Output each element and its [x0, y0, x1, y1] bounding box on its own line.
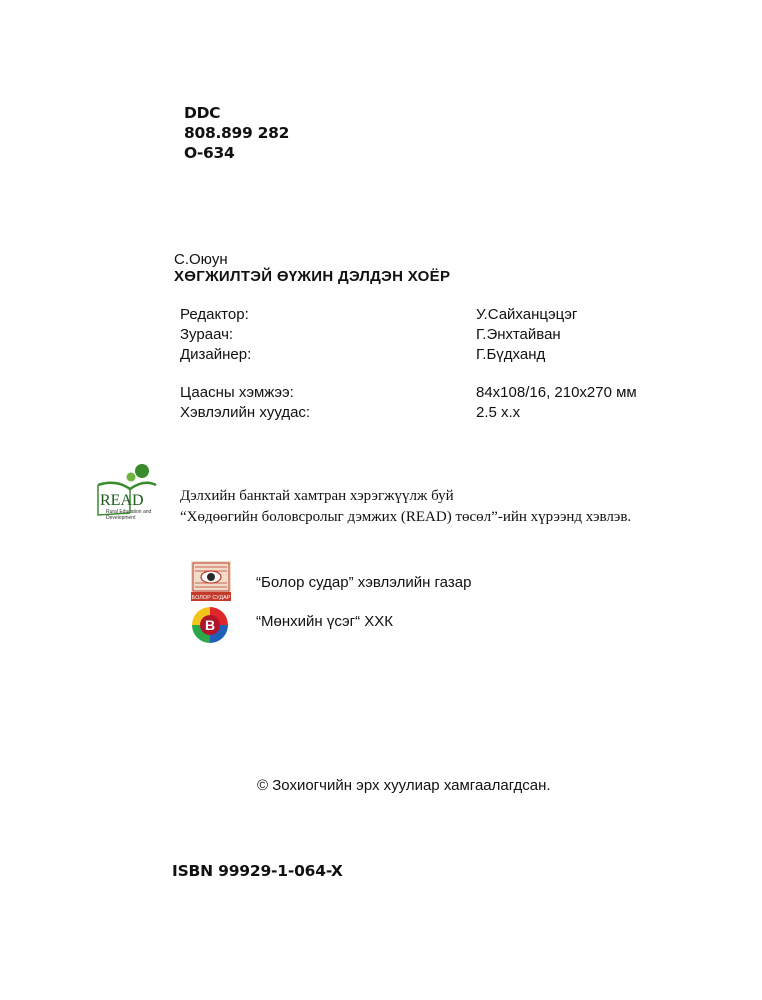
- bolor-sudar-logo-text: БОЛОР СУДАР: [191, 595, 231, 601]
- ddc-label: DDC: [184, 104, 221, 122]
- ddc-number: 808.899 282: [184, 124, 290, 142]
- read-logo-subtitle: Development: [106, 515, 136, 521]
- spec-value: 2.5 х.х: [476, 404, 521, 421]
- book-title: ХӨГЖИЛТЭЙ ӨҮЖИН ДЭЛДЭН ХОЁР: [174, 268, 451, 285]
- isbn-number: ISBN 99929-1-064-X: [172, 862, 343, 880]
- spec-label: Хэвлэлийн хуудас:: [180, 404, 311, 421]
- credit-name: Г.Бүдханд: [476, 346, 546, 363]
- credit-role: Зураач:: [180, 326, 234, 343]
- spec-value: 84х108/16, 210х270 мм: [476, 384, 637, 401]
- credits-list: [180, 305, 700, 365]
- spec-row-paper-size: [180, 383, 700, 403]
- credit-name: У.Сайханцэцэг: [476, 306, 578, 323]
- author-name: С.Оюун: [174, 251, 228, 268]
- credit-role: Редактор:: [180, 306, 249, 323]
- read-logo-icon: [94, 463, 160, 529]
- publisher-name: “Болор судар” хэвлэлийн газар: [256, 574, 472, 591]
- read-note-line: Дэлхийн банктай хамтран хэрэгжүүлж буй: [180, 488, 454, 504]
- credit-name: Г.Энхтайван: [476, 326, 561, 343]
- print-specs: [180, 383, 700, 423]
- classification-block: [184, 103, 289, 163]
- read-logo-subtitle: Rural Education and: [106, 509, 152, 515]
- read-note-line: “Хөдөөгийн боловсролыг дэмжих (READ) төсөл”-ийн хүрээнд хэвлэв.: [180, 509, 632, 525]
- credit-role: Дизайнер:: [180, 346, 252, 363]
- spec-label: Цаасны хэмжээ:: [180, 384, 294, 401]
- cutter-number: О-634: [184, 144, 235, 162]
- credit-row-illustrator: [180, 325, 700, 345]
- munkhiin-useg-logo-icon: [190, 605, 230, 645]
- munkhiin-useg-logo-letter: B: [204, 617, 216, 633]
- read-project-note: [180, 486, 631, 528]
- credit-row-designer: [180, 345, 700, 365]
- credit-row-editor: [180, 305, 700, 325]
- spec-row-sheets: [180, 403, 700, 423]
- read-logo-text: READ: [100, 492, 144, 509]
- bolor-sudar-logo-icon: [191, 561, 231, 601]
- publisher-name: “Мөнхийн үсэг“ ХХК: [256, 613, 394, 630]
- copyright-notice: © Зохиогчийн эрх хуулиар хамгаалагдсан.: [257, 777, 551, 794]
